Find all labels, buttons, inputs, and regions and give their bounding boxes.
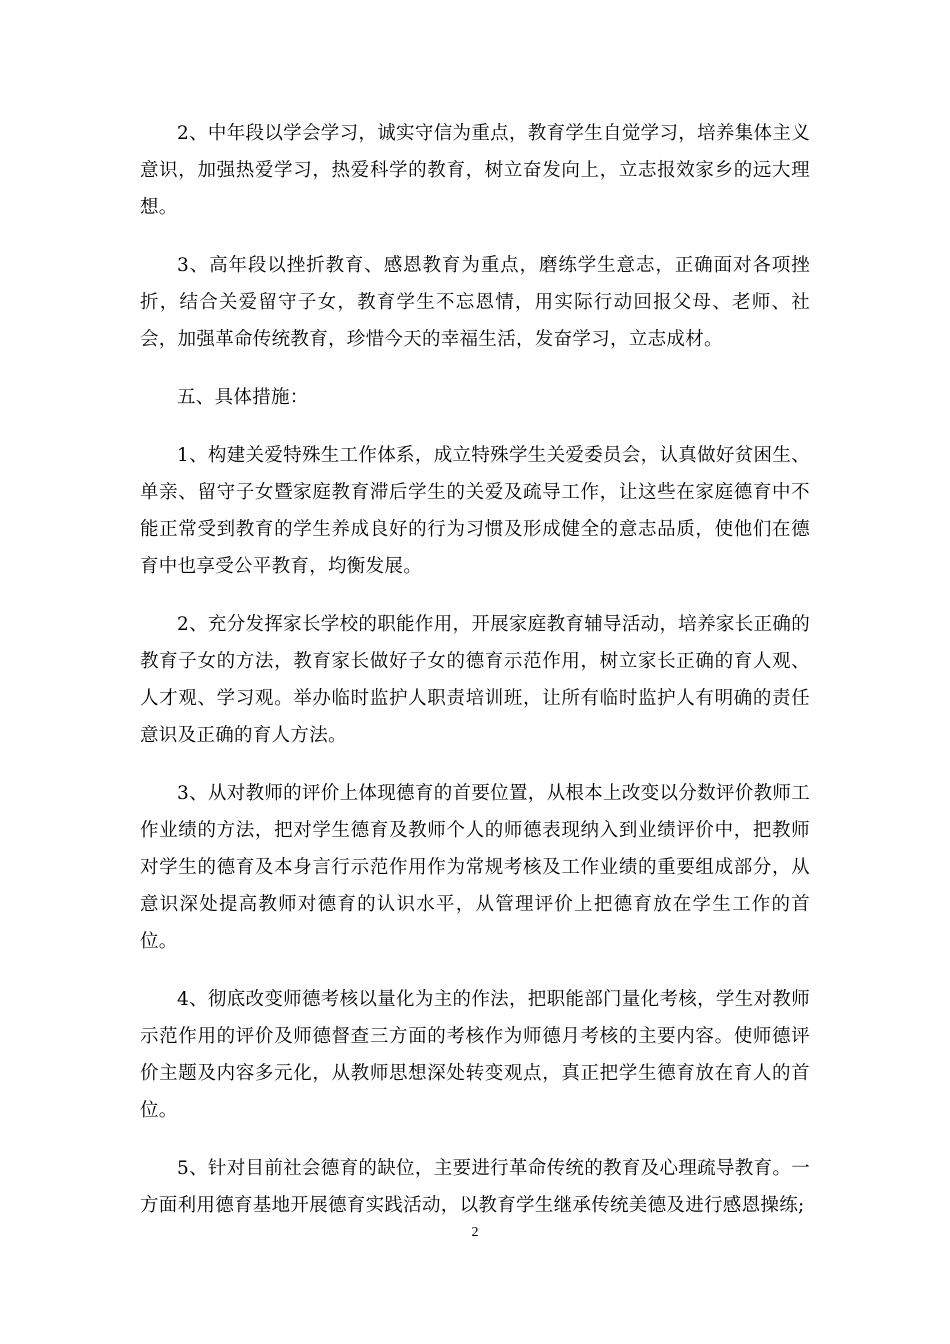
- paragraph-upper-grade: 3、高年段以挫折教育、感恩教育为重点，磨练学生意志，正确面对各项挫折，结合关爱留守子女，教育学生不忘恩情，用实际行动回报父母、老师、社会，加强革命传统教育，珍惜今天的幸福生活，发奋学习，立志成材。: [140, 255, 810, 350]
- paragraph-measure-4: 4、彻底改变师德考核以量化为主的作法，把职能部门量化考核，学生对教师示范作用的评价及师德督查三方面的考核作为师德月考核的主要内容。使师德评价主题及内容多元化，从教师思想深处转变观点，真正把学生德育放在育人的首位。: [140, 989, 810, 1121]
- paragraph-measure-2: 2、充分发挥家长学校的职能作用，开展家庭教育辅导活动，培养家长正确的教育子女的方法，教育家长做好子女的德育示范作用，树立家长正确的育人观、人才观、学习观。举办临时监护人职责培训班，让所有临时监护人有明确的责任意识及正确的育人方法。: [140, 614, 810, 746]
- paragraph-middle-grade: 2、中年段以学会学习，诚实守信为重点，教育学生自觉学习，培养集体主义意识，加强热爱学习，热爱科学的教育，树立奋发向上，立志报效家乡的远大理想。: [140, 123, 810, 218]
- paragraph-measure-5: 5、针对目前社会德育的缺位，主要进行革命传统的教育及心理疏导教育。一方面利用德育基地开展德育实践活动，以教育学生继承传统美德及进行感恩操练;: [140, 1158, 810, 1216]
- page-number: 2: [471, 1225, 479, 1240]
- document-page: [140, 115, 810, 1245]
- section-heading-measures: 五、具体措施：: [177, 387, 309, 408]
- paragraph-measure-1: 1、构建关爱特殊生工作体系，成立特殊学生关爱委员会，认真做好贫困生、单亲、留守子女暨家庭教育滞后学生的关爱及疏导工作，让这些在家庭德育中不能正常受到教育的学生养成良好的行为习惯及形成健全的意志品质，使他们在德育中也享受公平教育，均衡发展。: [140, 445, 810, 577]
- paragraph-measure-3: 3、从对教师的评价上体现德育的首要位置，从根本上改变以分数评价教师工作业绩的方法，把对学生德育及教师个人的师德表现纳入到业绩评价中，把教师对学生的德育及本身言行示范作用作为常规考核及工作业绩的重要组成部分，从意识深处提高教师对德育的认识水平，从管理评价上把德育放在学生工作的首位。: [140, 783, 810, 952]
